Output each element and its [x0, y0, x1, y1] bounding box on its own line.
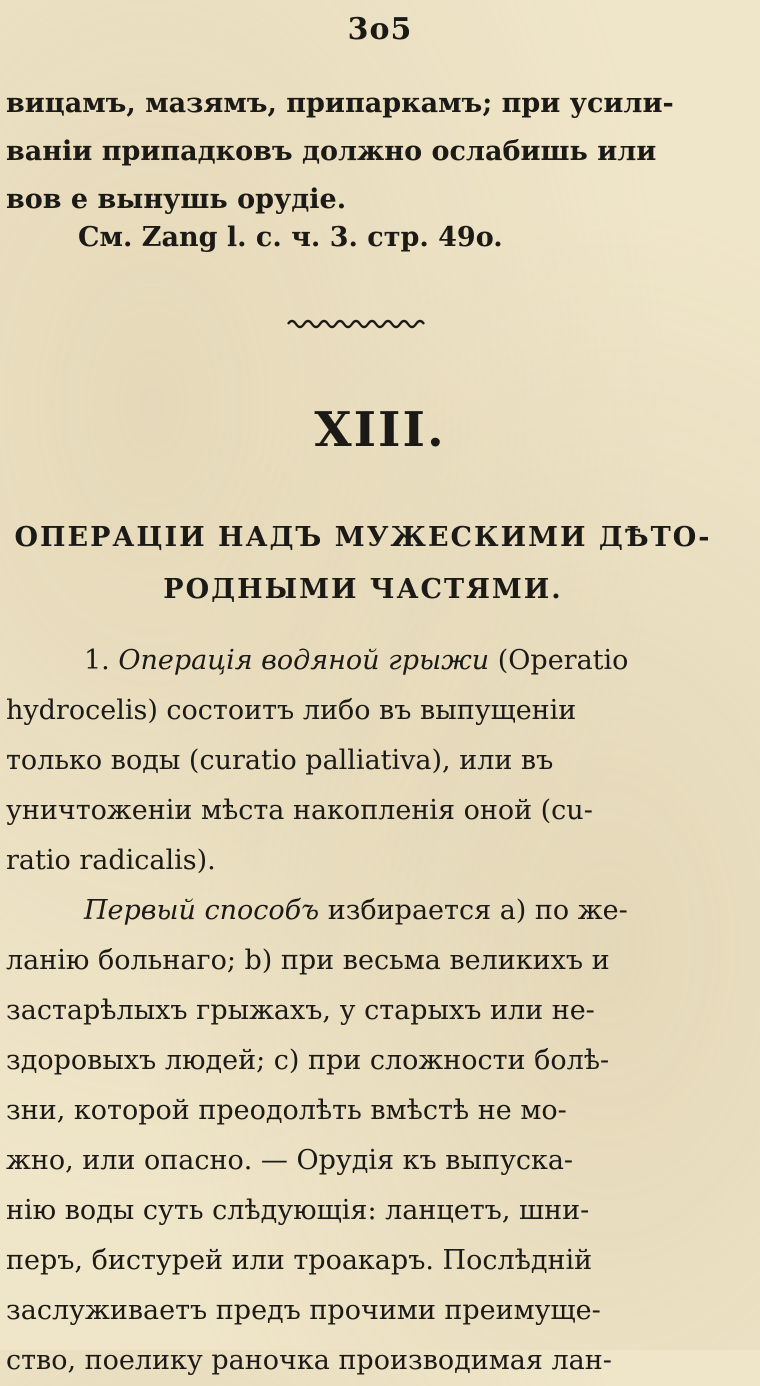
text-line: ство, поелику раночка производимая лан-: [6, 1345, 612, 1376]
paragraph-number: 1.: [84, 645, 110, 676]
body-text: [6, 636, 718, 1386]
italic-term: Первый способъ: [84, 895, 320, 926]
text-line: вов е вынушь орудіе.: [6, 184, 347, 215]
chapter-number: XIII.: [314, 402, 446, 458]
text-line: нію воды суть слѣдующія: ланцетъ, шни-: [6, 1195, 590, 1226]
text-line: вицамъ, мазямъ, припаркамъ; при усили-: [6, 88, 674, 119]
text-line: hydrocelis) состоитъ либо въ выпущеніи: [6, 695, 577, 726]
chapter-title-line: ОПЕРАЦІИ НАДЪ МУЖЕСКИМИ ДѢТО-: [14, 522, 712, 553]
text-line: перъ, бистурей или троакаръ. Послѣдній: [6, 1245, 593, 1276]
text-line: здоровыхъ людей; с) при сложности болѣ-: [6, 1045, 610, 1076]
reference-line: См. Zang l. с. ч. 3. стр. 49o.: [78, 222, 503, 253]
text-line: зни, которой преодолѣть вмѣстѣ не мо-: [6, 1095, 567, 1126]
text-fragment: (Operatio: [497, 645, 629, 676]
page-number: 3o5: [347, 12, 413, 47]
paragraph-first-line: [6, 886, 718, 936]
paragraph-first-line: [6, 636, 718, 686]
chapter-title: [10, 512, 716, 616]
text-line: ваніи припадковъ должно ослабишь или: [6, 136, 657, 167]
text-line: уничтоженіи мѣста накопленія оной (cu-: [6, 795, 593, 826]
text-line: жно, или опасно. — Орудія къ выпуска-: [6, 1145, 574, 1176]
text-fragment: избирается а) по же-: [327, 895, 628, 926]
text-line: застарѣлыхъ грыжахъ, у старыхъ или не-: [6, 995, 595, 1026]
continued-paragraph: [6, 80, 714, 224]
chapter-title-line: РОДНЫМИ ЧАСТЯМИ.: [163, 574, 563, 605]
text-line: только воды (curatio palliativa), или въ: [6, 745, 554, 776]
wavy-divider-ornament: [286, 314, 426, 332]
text-line: ratio radicalis).: [6, 845, 216, 876]
italic-term: Операція водяной грыжи: [118, 645, 490, 676]
text-line: ланію больнаго; b) при весьма великихъ и: [6, 945, 610, 976]
text-line: заслуживаетъ предъ прочими преимуще-: [6, 1295, 601, 1326]
